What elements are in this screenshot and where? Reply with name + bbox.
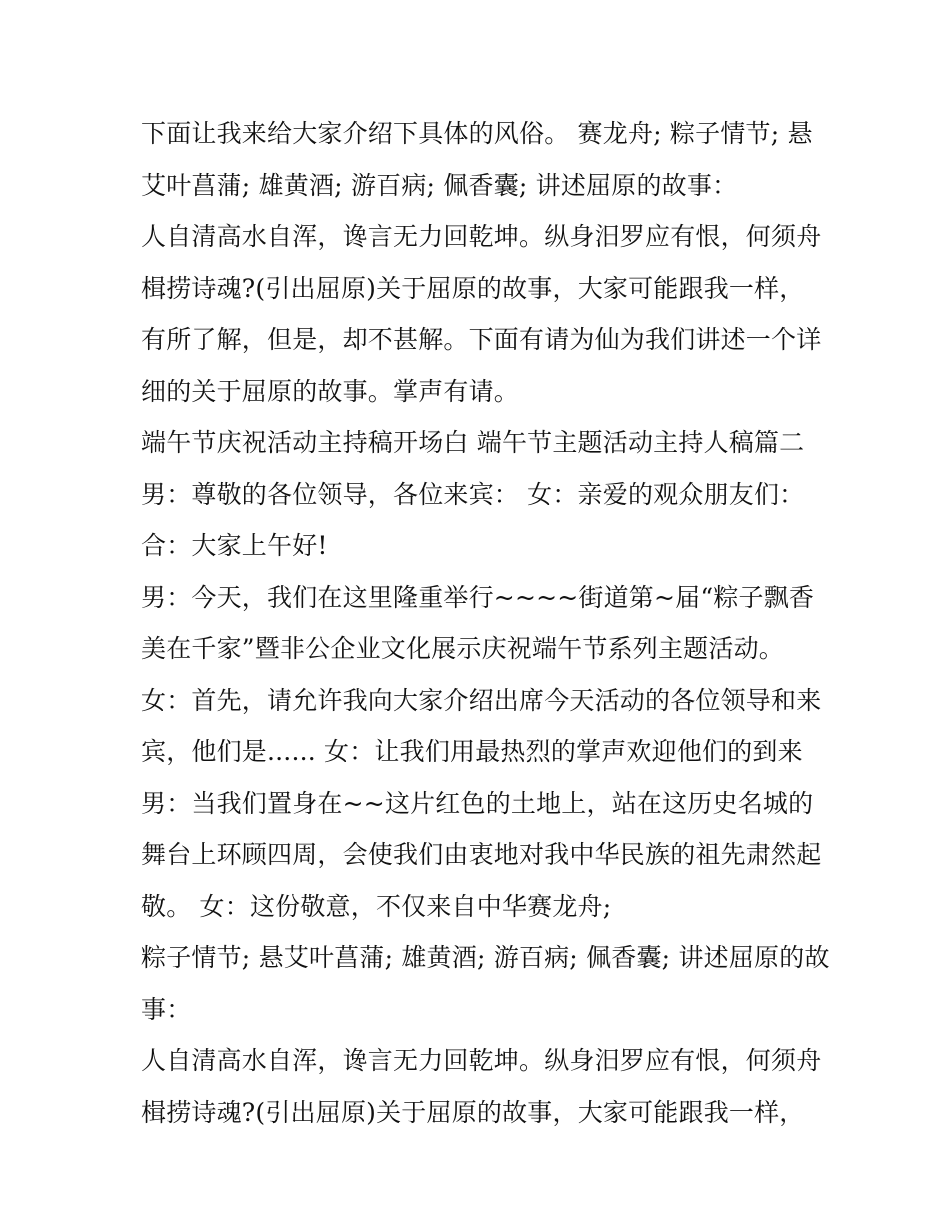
text-line: 艾叶菖蒲; 雄黄酒; 游百病; 佩香囊; 讲述屈原的故事： xyxy=(141,170,738,200)
text-line: 舞台上环顾四周，会使我们由衷地对我中华民族的祖先肃然起 xyxy=(141,840,822,869)
text-line: 男：尊敬的各位领导，各位来宾： 女：亲爱的观众朋友们： xyxy=(141,479,805,509)
text-line: 男：今天，我们在这里隆重举行~~~~街道第~届“粽子飘香 xyxy=(141,582,815,612)
text-line: 事： xyxy=(141,994,192,1024)
text-line: 合：大家上午好! xyxy=(141,531,328,560)
text-line: 粽子情节; 悬艾叶菖蒲; 雄黄酒; 游百病; 佩香囊; 讲述屈原的故 xyxy=(141,943,830,972)
text-line: 楫捞诗魂?(引出屈原)关于屈原的故事，大家可能跟我一样， xyxy=(141,1097,805,1127)
text-line: 女：首先，请允许我向大家介绍出席今天活动的各位领导和来 xyxy=(141,685,822,715)
text-line: 人自清高水自浑，谗言无力回乾坤。纵身汨罗应有恨，何须舟 xyxy=(141,222,822,251)
document-body xyxy=(141,108,830,1138)
text-line: 人自清高水自浑，谗言无力回乾坤。纵身汨罗应有恨，何须舟 xyxy=(141,1046,822,1075)
text-line: 细的关于屈原的故事。掌声有请。 xyxy=(141,376,520,406)
text-line: 楫捞诗魂?(引出屈原)关于屈原的故事，大家可能跟我一样， xyxy=(141,273,805,303)
text-line: 宾，他们是...... 女：让我们用最热烈的掌声欢迎他们的到来 xyxy=(141,737,803,766)
text-line: 有所了解，但是，却不甚解。下面有请为仙为我们讲述一个详 xyxy=(141,325,822,354)
text-line: 男：当我们置身在~~这片红色的土地上，站在这历史名城的 xyxy=(141,788,814,818)
text-line: 端午节庆祝活动主持稿开场白 端午节主题活动主持人稿篇二 xyxy=(141,428,805,457)
text-line: 敬。 女：这份敬意，不仅来自中华赛龙舟; xyxy=(141,891,612,921)
text-line: 下面让我来给大家介绍下具体的风俗。 赛龙舟; 粽子情节; 悬 xyxy=(141,119,813,148)
text-line: 美在千家”暨非公企业文化展示庆祝端午节系列主题活动。 xyxy=(141,634,784,663)
